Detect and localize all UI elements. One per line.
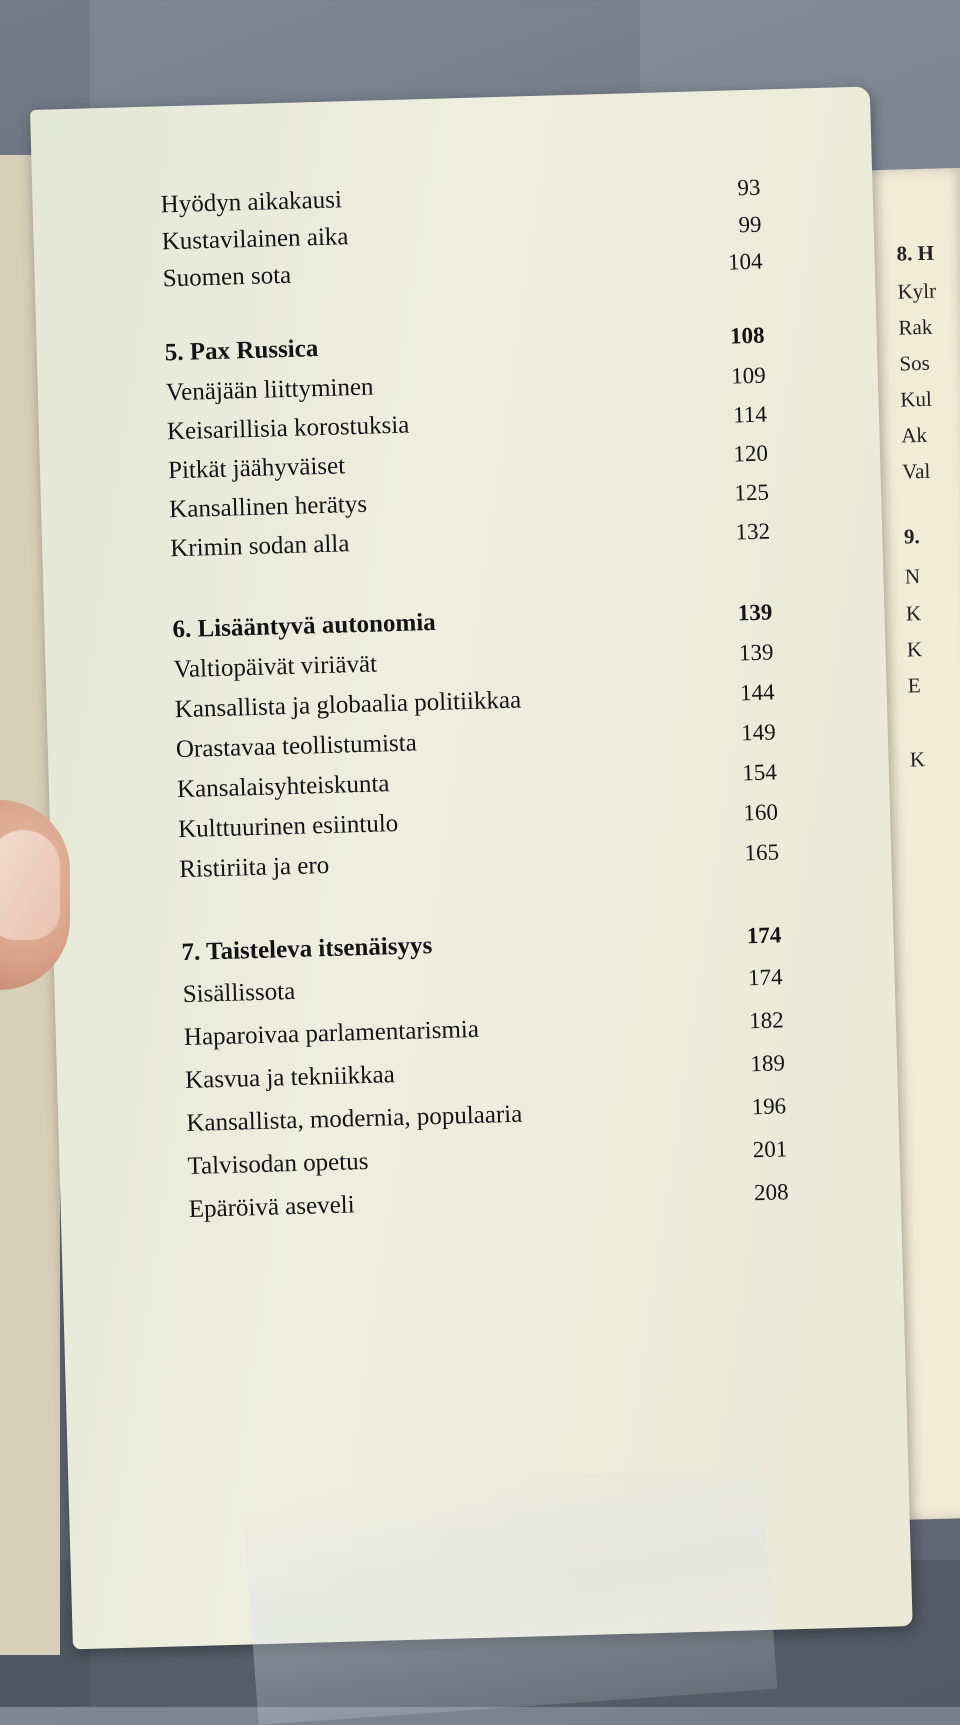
toc-entry-page: 132 bbox=[735, 518, 771, 545]
right-page-fragment: Rak bbox=[898, 314, 933, 340]
right-page-fragment: 9. bbox=[903, 524, 920, 549]
toc-entry-page: 149 bbox=[740, 719, 777, 746]
toc-entry-title: Kansalaisyhteiskunta bbox=[176, 770, 390, 804]
toc-entry-title: Suomen sota bbox=[162, 261, 292, 293]
toc-entry-page: 104 bbox=[727, 248, 763, 275]
toc-entry-title: Kansallinen herätys bbox=[168, 490, 368, 524]
toc-entry-page: 144 bbox=[739, 679, 775, 706]
toc-entry-page: 201 bbox=[752, 1136, 788, 1163]
toc-entry-title: Kansallista ja globaalia politiikkaa bbox=[174, 686, 522, 724]
toc-entry-page: 93 bbox=[737, 174, 761, 201]
toc-chapter-page: 174 bbox=[746, 922, 782, 949]
toc-entry-page: 139 bbox=[738, 639, 774, 666]
right-page-fragment: 8. H bbox=[896, 240, 935, 266]
toc-chapter-title: 7. Taisteleva itsenäisyys bbox=[181, 932, 433, 967]
right-page-fragment: K bbox=[905, 601, 922, 626]
right-page-fragment: Sos bbox=[899, 350, 931, 376]
right-page-fragment: K bbox=[906, 637, 923, 662]
toc-entry-page: 120 bbox=[733, 440, 769, 467]
toc-chapter-page: 108 bbox=[729, 322, 765, 349]
toc-entry-title: Kulttuurinen esiintulo bbox=[177, 810, 399, 844]
right-page-fragment: Kul bbox=[900, 386, 933, 412]
table-of-contents bbox=[160, 174, 789, 1223]
toc-entry-page: 99 bbox=[738, 211, 762, 238]
right-page-fragment: Kylr bbox=[897, 278, 937, 304]
right-page-fragment: Ak bbox=[900, 422, 928, 448]
toc-entry-title: Orastavaa teollistumista bbox=[175, 729, 418, 764]
toc-entry-title: Sisällissota bbox=[182, 977, 296, 1009]
right-page-fragment: E bbox=[907, 673, 921, 698]
toc-entry-title: Valtiopäivät viriävät bbox=[173, 650, 378, 684]
right-page-fragment: N bbox=[904, 564, 921, 589]
toc-entry-page: 165 bbox=[744, 839, 780, 866]
right-page-fragment: Val bbox=[901, 458, 931, 484]
toc-entry-title: Kansallista, modernia, populaaria bbox=[185, 1100, 523, 1138]
toc-entry-title: Ristiriita ja ero bbox=[178, 851, 330, 884]
toc-entry-title: Keisarillisia korostuksia bbox=[166, 411, 410, 446]
toc-entry-page: 154 bbox=[741, 759, 778, 786]
toc-entry-title: Talvisodan opetus bbox=[187, 1147, 369, 1181]
toc-entry-page: 182 bbox=[748, 1007, 785, 1034]
toc-entry-page: 208 bbox=[753, 1179, 789, 1206]
toc-entry-title: Kustavilainen aika bbox=[161, 223, 349, 256]
toc-entry-page: 109 bbox=[730, 362, 767, 389]
toc-chapter-title: 6. Lisääntyvä autonomia bbox=[172, 608, 437, 644]
toc-entry-title: Hyödyn aikakausi bbox=[160, 186, 343, 219]
toc-chapter-page: 139 bbox=[737, 599, 773, 626]
plastic-wrap bbox=[243, 1462, 778, 1725]
toc-entry-page: 160 bbox=[743, 799, 779, 826]
toc-entry-page: 114 bbox=[732, 401, 768, 428]
toc-entry-title: Kasvua ja tekniikkaa bbox=[184, 1061, 396, 1095]
toc-entry-title: Epäröivä aseveli bbox=[188, 1191, 355, 1223]
right-page-fragment: K bbox=[909, 747, 926, 772]
book-page bbox=[30, 87, 913, 1650]
toc-entry-title: Haparoivaa parlamentarismia bbox=[183, 1015, 480, 1052]
toc-entry-title: Krimin sodan alla bbox=[169, 530, 350, 563]
thumbnail-highlight bbox=[0, 830, 60, 940]
toc-entry-title: Venäjään liittyminen bbox=[165, 373, 374, 407]
toc-entry-page: 125 bbox=[734, 479, 770, 506]
toc-chapter-title: 5. Pax Russica bbox=[164, 335, 319, 367]
toc-entry-title: Pitkät jäähyväiset bbox=[167, 452, 346, 485]
toc-entry-page: 174 bbox=[747, 964, 783, 991]
toc-entry-page: 189 bbox=[750, 1050, 786, 1077]
toc-entry-page: 196 bbox=[751, 1093, 787, 1120]
